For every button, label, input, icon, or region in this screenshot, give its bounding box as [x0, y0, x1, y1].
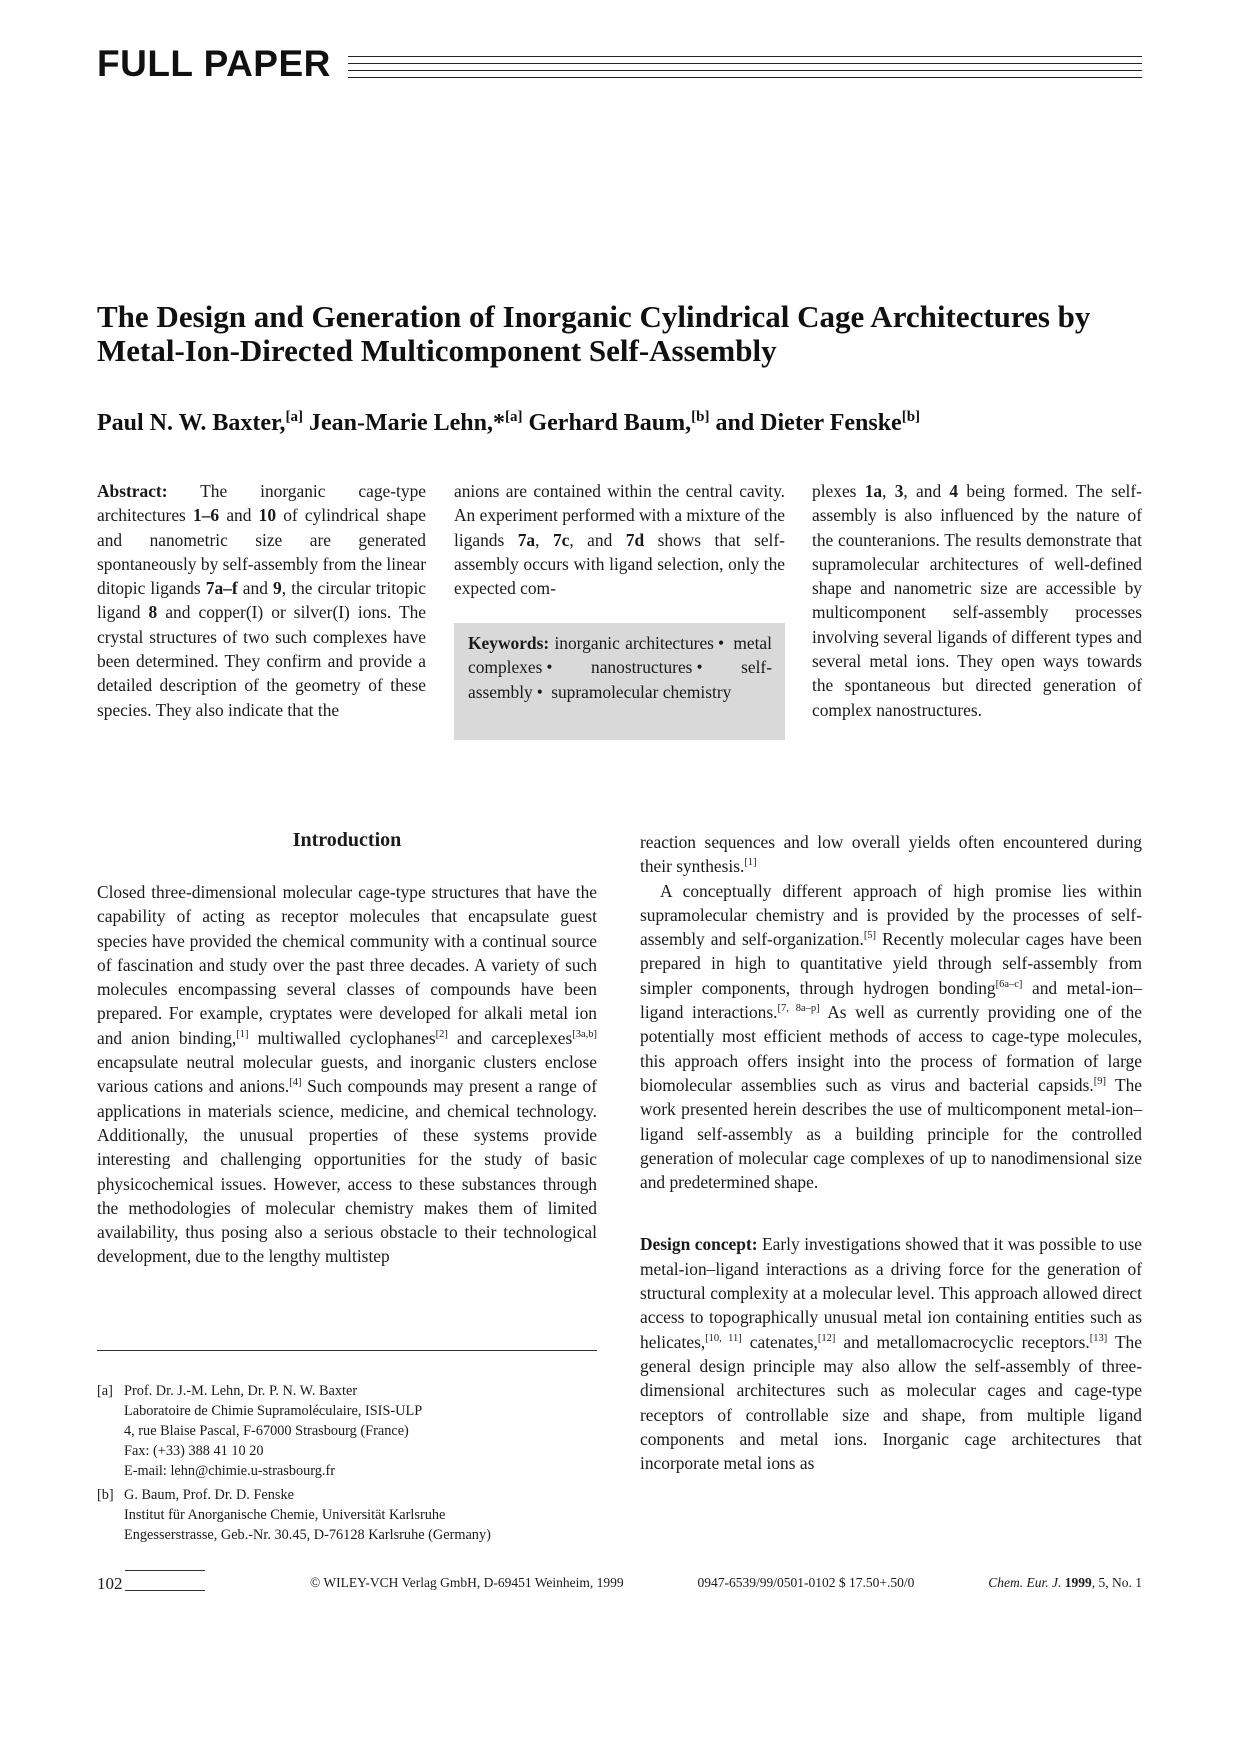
affiliation-footnotes — [97, 1381, 597, 1549]
footnote-tag: [a] — [97, 1383, 113, 1399]
run-in-heading: Design concept: — [640, 1234, 758, 1255]
footer-rule — [125, 1590, 205, 1591]
email-address: E-mail: lehn@chimie.u-strasbourg.fr — [124, 1463, 336, 1479]
footer-rule — [125, 1570, 205, 1571]
author-name: and Dieter Fenske — [715, 410, 902, 436]
paper-title: The Design and Generation of Inorganic Cylindrical Cage Architectures by Metal-Ion-Directed Multicomponent Self-Assembly — [97, 299, 1091, 368]
abstract-column-2: anions are contained within the central cavity. An experiment performed with a mixture of the ligands 7a, 7c, and 7d shows that self-assembly occurs with ligand selection, only the expected com- — [454, 481, 785, 599]
affiliation-mark: [b] — [691, 409, 710, 425]
affiliation-mark: [a] — [285, 409, 303, 425]
citation: [5] — [863, 930, 877, 942]
footnote-tag: [b] — [97, 1487, 114, 1503]
author-name: Paul N. W. Baxter, — [97, 410, 286, 436]
citation: [2] — [435, 1028, 448, 1040]
citation: [9] — [1093, 1076, 1106, 1088]
footnote: [b] G. Baum, Prof. Dr. D. Fenske Institut für Anorganische Chemie, Universität Karlsruhe Engesserstrasse, Geb.-Nr. 30.45, D-76128 Karlsruhe (Germany) — [97, 1487, 491, 1543]
author-name: Gerhard Baum, — [528, 410, 692, 436]
section-heading: Introduction — [292, 829, 402, 851]
keywords-label: Keywords: — [468, 633, 550, 653]
intro-paragraph-2: A conceptually different approach of high promise lies within supramolecular chemistry and is provided by the processes of self-assembly and self-organization.[5] Recently molecular cages have been prepared in high to quantitative yield through self-assembly from simpler components, through hydrogen bonding[6a–c] and metal-ion–ligand interactions.[7, 8a–p] As well as currently providing one of the potentially most efficient methods of access to cage-type molecules, this approach offers insight into the process of formation of large biomolecular assemblies such as virus and bacterial capsids.[9] The work presented herein describes the use of multicomponent metal-ion–ligand self-assembly as a building principle for the controlled generation of molecular cage complexes of up to nanodimensional size and predetermined shape. — [640, 880, 1143, 1193]
journal-citation: Chem. Eur. J. 1999, 5, No. 1 — [988, 1575, 1142, 1590]
keyword-separator: • — [696, 657, 703, 678]
design-concept-paragraph: Design concept: Early investigations showed that it was possible to use metal-ion–ligand interactions as a driving force for the generation of structural complexity at a molecular level. This approach allowed direct access to topographically unusual metal ion containing entities such as helicates,[10, 11] catenates,[12] and metallomacrocyclic receptors.[13] The general design principle may also allow the self-assembly of three-dimensional architectures such as molecular cages and cage-type receptors of controllable size and shape, from multiple ligand components and metal ions. Inorganic cage architectures that incorporate metal ions as — [640, 1234, 1142, 1474]
footnote: [a] Prof. Dr. J.-M. Lehn, Dr. P. N. W. Baxter Laboratoire de Chimie Supramoléculaire, ISIS-ULP 4, rue Blaise Pascal, F-67000 Strasbourg (France) Fax: (+33) 388 41 10 20 E-mail: lehn@chimie.u-strasbourg.fr — [97, 1381, 597, 1481]
author-name: Jean-Marie Lehn,* — [308, 410, 505, 436]
citation: [1] — [236, 1028, 249, 1040]
article-code: 0947-6539/99/0501-0102 $ 17.50+.50/0 — [697, 1575, 915, 1590]
footer-line — [310, 1575, 1142, 1591]
section-label: FULL PAPER — [97, 43, 331, 84]
citation: [3a,b] — [572, 1028, 597, 1040]
affiliation-mark: [a] — [504, 409, 523, 425]
author-list — [97, 402, 1147, 438]
keyword-separator: • — [546, 657, 553, 678]
citation: [12] — [817, 1332, 836, 1344]
page-number: 102 — [97, 1574, 123, 1593]
citation: [6a–c] — [995, 978, 1023, 990]
citation: [10, 11] — [705, 1332, 742, 1344]
keyword: inorganic architectures — [554, 633, 714, 653]
copyright: © WILEY-VCH Verlag GmbH, D-69451 Weinheim, 1999 — [310, 1575, 624, 1590]
abstract-label: Abstract: — [97, 481, 168, 501]
citation: [7, 8a–p] — [777, 1003, 820, 1015]
keyword: metal complexes — [468, 633, 772, 678]
affiliation-mark: [b] — [901, 409, 921, 425]
citation: [4] — [289, 1077, 302, 1089]
keyword: nanostructures — [591, 657, 693, 678]
intro-paragraph-1-continued: reaction sequences and low overall yields often encountered during their synthesis.[1] — [640, 832, 1142, 877]
abstract-column-3: plexes 1a, 3, and 4 being formed. The self-assembly is also influenced by the nature of the counteranions. The results demonstrate that supramolecular architectures of well-defined shape and nanometric size are accessible by multicomponent self-assembly processes involving several ligands of different types and several metal ions. They open ways towards the spontaneous but directed generation of complex nanostructures. — [812, 481, 1142, 720]
right-column — [640, 830, 1142, 1475]
abstract-column-1: Abstract: The inorganic cage-type architectures 1–6 and 10 of cylindrical shape and nanometric size are generated spontaneously by self-assembly from the linear ditopic ligands 7a–f and 9, the circular tritopic ligand 8 and copper(I) or silver(I) ions. The crystal structures of two such complexes have been determined. They confirm and provide a detailed description of the geometry of these species. They also indicate that the — [97, 481, 427, 720]
keywords — [468, 631, 772, 704]
keyword: self-assembly — [468, 657, 772, 702]
citation: [1] — [744, 857, 757, 869]
citation: [13] — [1089, 1332, 1108, 1344]
keyword: supramolecular chemistry — [551, 681, 732, 702]
keyword-separator: • — [536, 681, 543, 702]
header-rules — [348, 56, 1142, 86]
intro-paragraph-1: Closed three-dimensional molecular cage-type structures that have the capability of acting as receptor molecules that encapsulate guest species have provided the chemical community with a continual source of fascination and study over the past three decades. A variety of such molecules encompassing several classes of compounds have been prepared. For example, cryptates were developed for alkali metal ion and anion binding,[1] multiwalled cyclophanes[2] and carceplexes[3a,b] encapsulate neutral molecular guests, and inorganic clusters enclose various cations and anions.[4] Such compounds may present a range of applications in materials science, medicine, and chemical technology. Additionally, the unusual properties of these systems provide interesting and challenging opportunities for the study of basic physicochemical issues. However, access to these substances through the methodologies of molecular chemistry makes them of limited availability, thus posing also a serious obstacle to their technological development, due to the lengthy multistep — [97, 882, 597, 1267]
keyword-separator: • — [717, 633, 725, 653]
footnote-rule — [97, 1350, 597, 1351]
